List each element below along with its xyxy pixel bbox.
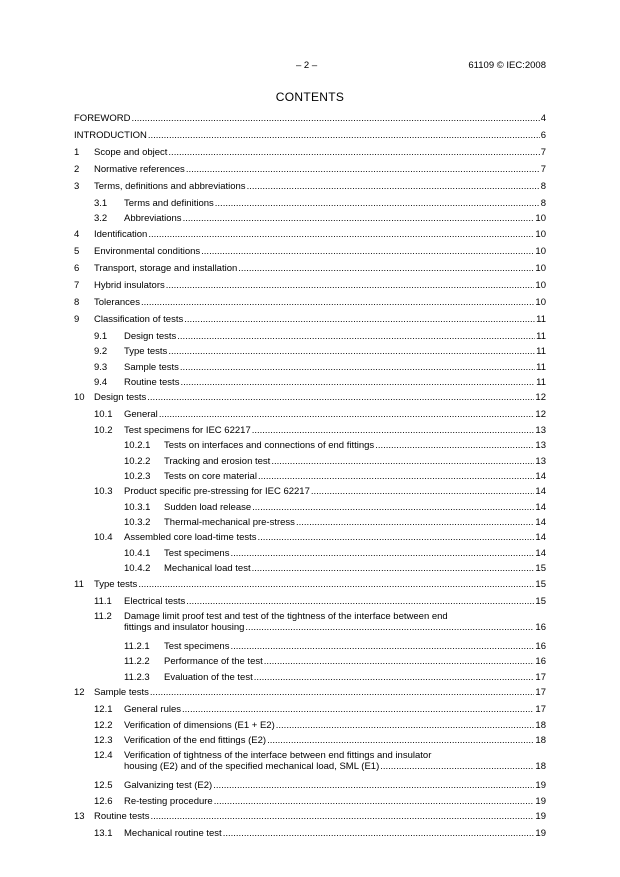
toc-entry-title: Thermal-mechanical pre-stress bbox=[164, 517, 295, 529]
toc-entry-number: 10.2 bbox=[94, 424, 113, 436]
dot-leader bbox=[180, 362, 535, 373]
toc-entry-title: Terms and definitions bbox=[124, 198, 214, 209]
toc-entry[interactable] bbox=[74, 456, 546, 471]
toc-entry-number: 2 bbox=[74, 164, 80, 175]
toc-entry-number: 12.4 bbox=[94, 750, 113, 762]
toc-entry[interactable] bbox=[74, 796, 546, 811]
toc-entry-number: 10.3.2 bbox=[124, 517, 151, 529]
toc-entry[interactable] bbox=[74, 704, 546, 719]
dot-leader bbox=[186, 164, 540, 175]
toc-entry-number: 9.3 bbox=[94, 361, 108, 373]
toc-entry-page: 16 bbox=[535, 656, 546, 668]
toc-entry-page: 15 bbox=[535, 595, 546, 607]
toc-entry-title: Type tests bbox=[124, 346, 168, 358]
toc-entry[interactable] bbox=[74, 517, 546, 532]
toc-entry-title: Performance of the test bbox=[164, 656, 263, 668]
toc-entry-title: Terms, definitions and abbreviations bbox=[94, 181, 246, 192]
dot-leader bbox=[168, 147, 539, 158]
toc-entry-title: Verification of dimensions (E1 + E2) bbox=[124, 719, 275, 731]
toc-entry-page: 15 bbox=[535, 563, 546, 575]
toc-entry-page: 12 bbox=[535, 392, 546, 404]
toc-entry-title: Routine tests bbox=[124, 376, 180, 388]
toc-entry[interactable] bbox=[74, 735, 546, 750]
toc-entry-page: 13 bbox=[535, 440, 546, 452]
toc-entry[interactable] bbox=[74, 280, 546, 297]
toc-entry-title-line1: Damage limit proof test and test of the tightness of the interface between end bbox=[124, 611, 448, 623]
toc-entry[interactable] bbox=[74, 377, 546, 392]
toc-entry[interactable] bbox=[74, 181, 546, 198]
toc-entry-number: 12 bbox=[74, 687, 85, 699]
toc-entry-title: Mechanical load test bbox=[164, 563, 251, 575]
dot-leader bbox=[201, 246, 534, 257]
dot-leader bbox=[311, 486, 535, 497]
toc-entry[interactable] bbox=[74, 164, 546, 181]
standard-reference: 61109 © IEC:2008 bbox=[468, 60, 546, 71]
dot-leader bbox=[258, 471, 534, 482]
toc-entry[interactable] bbox=[74, 563, 546, 578]
toc-entry-page: 16 bbox=[535, 622, 546, 634]
toc-entry[interactable] bbox=[74, 720, 546, 735]
toc-entry-title: Identification bbox=[94, 228, 148, 240]
toc-entry-page: 10 bbox=[535, 228, 546, 240]
dot-leader bbox=[138, 579, 534, 590]
toc-entry[interactable] bbox=[74, 198, 546, 213]
toc-entry[interactable] bbox=[74, 502, 546, 517]
toc-entry-title: Sample tests bbox=[94, 687, 149, 699]
toc-entry-title: housing (E2) and of the specified mechanical load, SML (E1) bbox=[124, 761, 380, 773]
page-title: CONTENTS bbox=[275, 90, 345, 104]
toc-entry-number: 9 bbox=[74, 313, 80, 325]
toc-entry-page: 14 bbox=[535, 532, 546, 544]
toc-entry-number: 6 bbox=[74, 262, 80, 274]
toc-entry-title: Abbreviations bbox=[124, 213, 182, 225]
toc-entry[interactable] bbox=[74, 130, 546, 147]
dot-leader bbox=[296, 517, 534, 528]
toc-entry-number: 12.3 bbox=[94, 734, 113, 746]
toc-entry-title: Test specimens for IEC 62217 bbox=[124, 424, 251, 436]
toc-entry-page: 18 bbox=[535, 719, 546, 731]
toc-entry[interactable] bbox=[74, 471, 546, 486]
toc-entry-title-line1: Verification of tightness of the interface between end fittings and insulator bbox=[124, 750, 432, 762]
toc-entry-page: 11 bbox=[536, 361, 546, 373]
toc-entry-title: Product specific pre-stressing for IEC 62217 bbox=[124, 486, 310, 498]
toc-entry-number: 7 bbox=[74, 279, 80, 291]
toc-entry[interactable] bbox=[74, 596, 546, 611]
toc-entry[interactable] bbox=[74, 392, 546, 409]
toc-entry-title: General bbox=[124, 409, 158, 421]
toc-entry-number: 11.2.3 bbox=[124, 671, 150, 683]
toc-entry[interactable] bbox=[74, 687, 546, 704]
dot-leader bbox=[245, 622, 534, 633]
toc-entry-number: 11.2 bbox=[94, 611, 112, 623]
toc-entry-title: Hybrid insulators bbox=[94, 279, 165, 291]
toc-entry-title: Tests on core material bbox=[164, 470, 257, 482]
toc-entry[interactable] bbox=[74, 229, 546, 246]
toc-entry-page: 19 bbox=[535, 828, 546, 840]
toc-entry-page: 8 bbox=[540, 198, 546, 209]
toc-entry[interactable] bbox=[74, 425, 546, 440]
toc-entry-number: 10.1 bbox=[94, 409, 113, 421]
dot-leader bbox=[183, 213, 535, 224]
dot-leader bbox=[223, 828, 535, 839]
toc-entry-title: Assembled core load-time tests bbox=[124, 532, 257, 544]
toc-entry-page: 10 bbox=[535, 213, 546, 225]
toc-entry-number: 10.4.2 bbox=[124, 563, 151, 575]
dot-leader bbox=[166, 280, 535, 291]
toc-entry-page: 11 bbox=[536, 330, 546, 342]
dot-leader bbox=[247, 181, 540, 192]
toc-entry[interactable] bbox=[74, 548, 546, 563]
toc-entry-page: 14 bbox=[535, 517, 546, 529]
toc-entry-page: 14 bbox=[535, 547, 546, 559]
dot-leader bbox=[271, 456, 534, 467]
toc-entry-title: Design tests bbox=[94, 392, 147, 404]
toc-entry-number: 13 bbox=[74, 811, 85, 823]
toc-entry-page: 11 bbox=[536, 313, 546, 325]
toc-entry-page: 13 bbox=[535, 455, 546, 467]
dot-leader bbox=[252, 425, 535, 436]
toc-entry-title: Tracking and erosion test bbox=[164, 455, 271, 467]
dot-leader bbox=[238, 263, 534, 274]
toc-entry[interactable] bbox=[74, 532, 546, 547]
toc-entry-page: 19 bbox=[535, 811, 546, 823]
dot-leader bbox=[252, 502, 534, 513]
toc-entry-number: 9.1 bbox=[94, 330, 108, 342]
toc-entry-title: General rules bbox=[124, 704, 182, 716]
toc-entry-page: 18 bbox=[535, 761, 546, 773]
toc-entry-title: Transport, storage and installation bbox=[94, 262, 238, 274]
toc-entry-page: 10 bbox=[535, 279, 546, 291]
toc-entry-page: 6 bbox=[540, 130, 546, 141]
toc-entry-title: Test specimens bbox=[164, 547, 230, 559]
toc-entry[interactable] bbox=[74, 780, 546, 795]
toc-entry-page: 15 bbox=[535, 578, 546, 590]
toc-entry[interactable] bbox=[74, 611, 546, 641]
toc-entry[interactable] bbox=[74, 147, 546, 164]
toc-entry[interactable] bbox=[74, 362, 546, 377]
toc-entry[interactable] bbox=[74, 113, 546, 130]
toc-entry-page: 14 bbox=[535, 486, 546, 498]
toc-entry[interactable] bbox=[74, 672, 546, 687]
toc-entry-title: Environmental conditions bbox=[94, 245, 201, 257]
toc-entry[interactable] bbox=[74, 641, 546, 656]
toc-entry-title: Classification of tests bbox=[94, 313, 184, 325]
dot-leader bbox=[150, 811, 534, 822]
toc-entry-number: 12.5 bbox=[94, 780, 113, 792]
toc-entry[interactable] bbox=[74, 486, 546, 501]
toc-entry[interactable] bbox=[74, 579, 546, 596]
toc-entry-number: 1 bbox=[74, 147, 80, 158]
toc-entry-title: Evaluation of the test bbox=[164, 671, 253, 683]
toc-entry-page: 14 bbox=[535, 501, 546, 513]
toc-entry-title: Galvanizing test (E2) bbox=[124, 780, 213, 792]
toc-entry-title: Test specimens bbox=[164, 641, 230, 653]
toc-entry-page: 14 bbox=[535, 470, 546, 482]
toc-entry-title: Sample tests bbox=[124, 361, 179, 373]
page-number: – 2 – bbox=[296, 60, 318, 71]
toc-entry-number: 3.1 bbox=[94, 198, 108, 209]
toc-entry-page: 19 bbox=[535, 795, 546, 807]
toc-entry[interactable] bbox=[74, 314, 546, 331]
toc-entry-title: Sudden load release bbox=[164, 501, 252, 513]
dot-leader bbox=[147, 392, 534, 403]
dot-leader bbox=[254, 672, 535, 683]
toc-entry-number: 9.4 bbox=[94, 376, 108, 388]
dot-leader bbox=[214, 796, 535, 807]
toc-entry-title: Tests on interfaces and connections of end fittings bbox=[164, 440, 375, 452]
toc-entry-title: Electrical tests bbox=[124, 595, 186, 607]
toc-entry-number: 12.2 bbox=[94, 719, 113, 731]
toc-entry-title: Verification of the end fittings (E2) bbox=[124, 734, 267, 746]
toc-entry-number: 4 bbox=[74, 228, 80, 240]
dot-leader bbox=[159, 409, 535, 420]
toc-entry[interactable] bbox=[74, 331, 546, 346]
toc-entry-page: 17 bbox=[535, 671, 546, 683]
dot-leader bbox=[267, 735, 534, 746]
toc-entry-page: 11 bbox=[536, 376, 546, 388]
toc-entry-number: 10.2.3 bbox=[124, 470, 151, 482]
toc-entry-page: 11 bbox=[536, 346, 546, 358]
toc-entry-title: INTRODUCTION bbox=[74, 130, 147, 141]
toc-entry-number: 10.4 bbox=[94, 532, 113, 544]
toc-entry[interactable] bbox=[74, 246, 546, 263]
toc-entry-number: 11 bbox=[74, 578, 84, 590]
toc-entry-page: 13 bbox=[535, 424, 546, 436]
dot-leader bbox=[230, 548, 534, 559]
toc-entry-title: fittings and insulator housing bbox=[124, 622, 245, 634]
toc-entry[interactable] bbox=[74, 409, 546, 424]
dot-leader bbox=[182, 704, 534, 715]
dot-leader bbox=[141, 297, 534, 308]
toc-entry[interactable] bbox=[74, 263, 546, 280]
toc-entry-number: 12.1 bbox=[94, 704, 113, 716]
toc-entry-page: 19 bbox=[535, 780, 546, 792]
toc-entry-number: 8 bbox=[74, 296, 80, 308]
toc-entry-title: Normative references bbox=[94, 164, 185, 175]
dot-leader bbox=[375, 440, 534, 451]
toc-entry-number: 13.1 bbox=[94, 828, 113, 840]
dot-leader bbox=[168, 346, 535, 357]
dot-leader bbox=[148, 229, 534, 240]
toc-entry-number: 11.1 bbox=[94, 595, 112, 607]
toc-entry-page: 8 bbox=[540, 181, 546, 192]
toc-entry[interactable] bbox=[74, 656, 546, 671]
toc-entry-page: 7 bbox=[540, 147, 546, 158]
toc-entry-title: Routine tests bbox=[94, 811, 150, 823]
toc-entry-page: 10 bbox=[535, 245, 546, 257]
toc-entry-number: 10 bbox=[74, 392, 85, 404]
toc-entry[interactable] bbox=[74, 828, 546, 843]
toc-entry-page: 4 bbox=[540, 113, 546, 124]
dot-leader bbox=[148, 130, 540, 141]
toc-entry-page: 18 bbox=[535, 734, 546, 746]
toc-entry-number: 10.3 bbox=[94, 486, 113, 498]
toc-entry-title: Re-testing procedure bbox=[124, 795, 213, 807]
toc-entry[interactable] bbox=[74, 440, 546, 455]
toc-entry-title: Type tests bbox=[94, 578, 138, 590]
dot-leader bbox=[380, 761, 534, 772]
toc-entry-number: 11.2.2 bbox=[124, 656, 150, 668]
dot-leader bbox=[276, 720, 535, 731]
toc-entry-number: 10.2.1 bbox=[124, 440, 151, 452]
toc-entry-page: 10 bbox=[535, 262, 546, 274]
toc-entry-page: 17 bbox=[535, 704, 546, 716]
toc-entry-number: 9.2 bbox=[94, 346, 108, 358]
toc-entry-number: 11.2.1 bbox=[124, 641, 150, 653]
toc-entry[interactable] bbox=[74, 811, 546, 828]
dot-leader bbox=[186, 596, 534, 607]
toc-entry[interactable] bbox=[74, 297, 546, 314]
dot-leader bbox=[184, 314, 535, 325]
toc-entry-title: Scope and object bbox=[94, 147, 168, 158]
toc-entry-page: 7 bbox=[540, 164, 546, 175]
dot-leader bbox=[213, 780, 534, 791]
toc-entry[interactable] bbox=[74, 346, 546, 361]
toc-entry[interactable] bbox=[74, 750, 546, 780]
dot-leader bbox=[258, 532, 535, 543]
toc-entry-page: 10 bbox=[535, 296, 546, 308]
dot-leader bbox=[264, 656, 535, 667]
toc-entry-number: 10.2.2 bbox=[124, 455, 151, 467]
toc-entry-page: 17 bbox=[535, 687, 546, 699]
toc-entry-number: 3.2 bbox=[94, 213, 108, 225]
toc-entry-title: Design tests bbox=[124, 330, 177, 342]
toc-entry-page: 16 bbox=[535, 641, 546, 653]
dot-leader bbox=[230, 641, 534, 652]
dot-leader bbox=[180, 377, 535, 388]
dot-leader bbox=[131, 113, 539, 124]
toc-entry-number: 12.6 bbox=[94, 795, 113, 807]
toc-entry-title: Mechanical routine test bbox=[124, 828, 222, 840]
toc-entry[interactable] bbox=[74, 213, 546, 228]
toc-entry-number: 5 bbox=[74, 245, 80, 257]
dot-leader bbox=[215, 198, 540, 209]
toc-entry-number: 10.4.1 bbox=[124, 547, 151, 559]
toc-entry-title: FOREWORD bbox=[74, 113, 131, 124]
dot-leader bbox=[177, 331, 535, 342]
dot-leader bbox=[150, 687, 535, 698]
toc-entry-page: 12 bbox=[535, 409, 546, 421]
toc-entry-title: Tolerances bbox=[94, 296, 140, 308]
dot-leader bbox=[252, 563, 535, 574]
table-of-contents bbox=[74, 113, 546, 844]
toc-entry-number: 10.3.1 bbox=[124, 501, 151, 513]
toc-entry-number: 3 bbox=[74, 181, 80, 192]
